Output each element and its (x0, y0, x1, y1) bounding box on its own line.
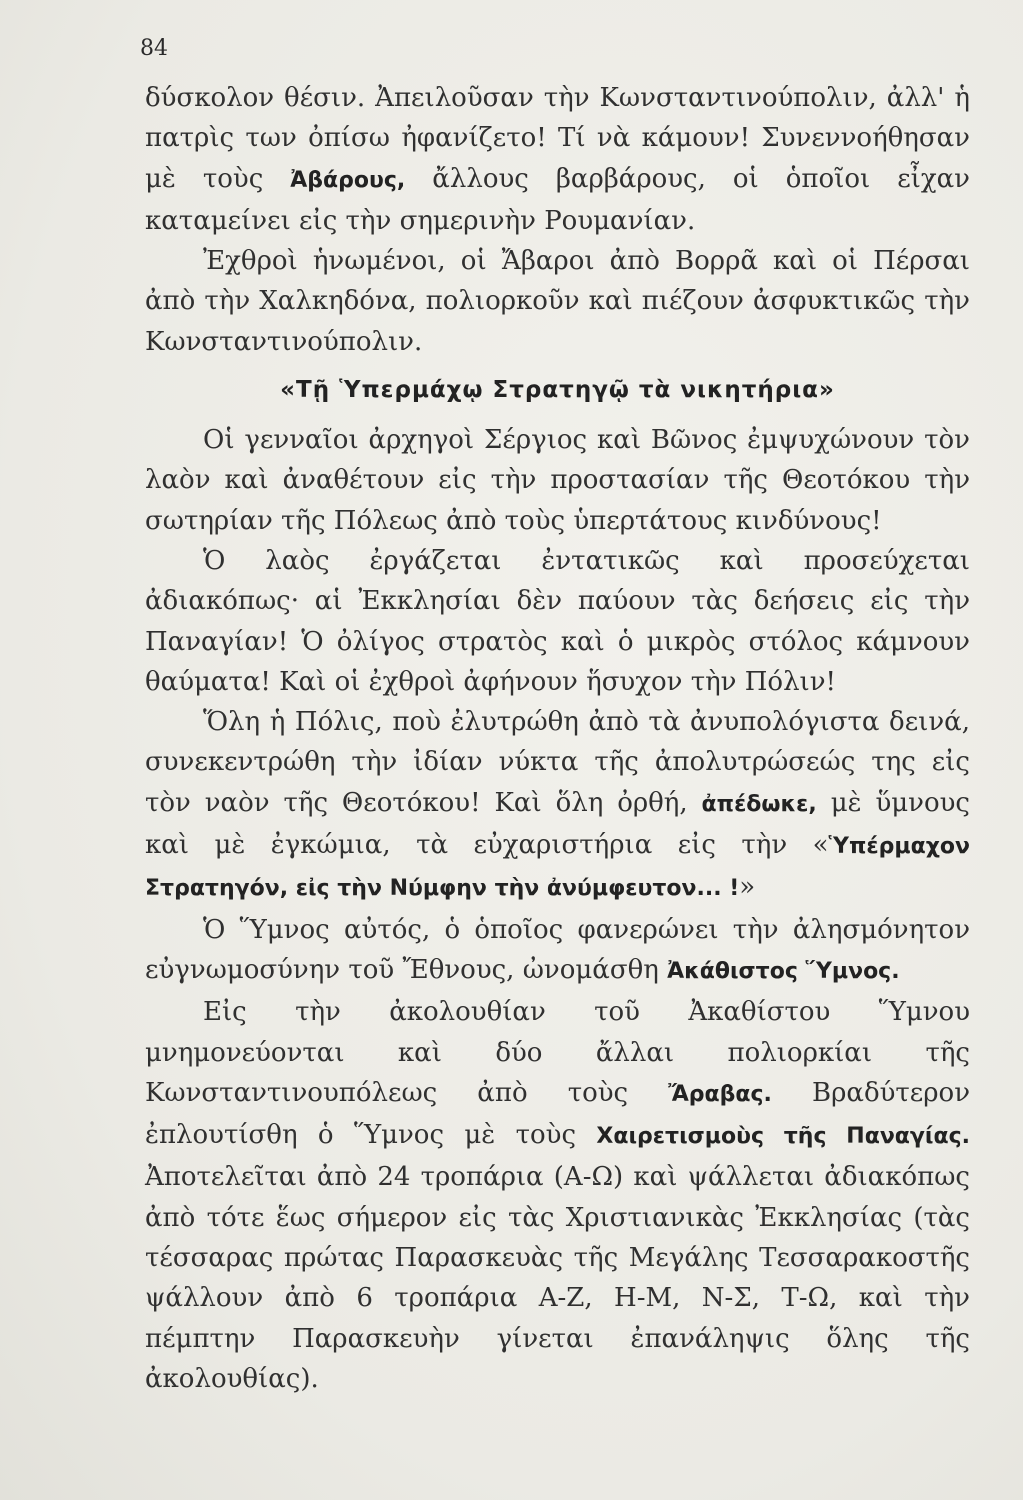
bold-term-apedoke: ἀπέδωκε, (701, 791, 817, 817)
bold-term-akathistos: Ἀκάθιστος Ὕμνος. (667, 958, 900, 984)
body-text (145, 78, 970, 1399)
text-run: ἄλλους βαρβάρους, οἱ ὁποῖοι εἶχαν καταμείνει εἰς τὴν σημερινὴν Ρουμανίαν. (145, 163, 970, 236)
text-run: μὲ ὕμνους καὶ μὲ ἐγκώμια, τὰ εὐχαριστήρια εἰς τὴν « (145, 787, 970, 861)
paragraph-3: Οἱ γενναῖοι ἀρχηγοὶ Σέργιος καὶ Βῶνος ἐμψυχώνουν τὸν λαὸν καὶ ἀναθέτουν εἰς τὴν προστασίαν τῆς Θεοτόκου τὴν σωτηρίαν τῆς Πόλεως ἀπὸ τοὺς ὑπερτάτους κινδύνους! (145, 425, 970, 536)
text-run: Εἰς τὴν ἀκολουθίαν τοῦ Ἀκαθίστου Ὕμνου μνημονεύονται καὶ δύο ἄλλαι πολιορκίαι τῆς Κωνσταντινουπόλεως ἀπὸ τοὺς (145, 997, 970, 1108)
section-heading: «Τῇ Ὑπερμάχῳ Στρατηγῷ τὰ νικητήρια» (280, 377, 835, 404)
text-run: Ἀποτελεῖται ἀπὸ 24 τροπάρια (Α-Ω) καὶ ψάλλεται ἀδιακόπως ἀπὸ τότε ἕως σήμερον εἰς τὰς Χριστιανικὰς Ἐκκλησίας (τὰς τέσσαρας πρώτας Παρασκευὰς τῆς Μεγάλης Τεσσαρακοστῆς ψάλλουν ἀπὸ 6 τροπάρια Α-Ζ, Η-Μ, Ν-Σ, Τ-Ω, καὶ τὴν πέμπτην Παρασκευὴν γίνεται ἐπανάληψις ὅλης τῆς ἀκολουθίας). (145, 1162, 970, 1394)
paragraph-5 (145, 702, 970, 909)
bold-quote-hypermachon: Ὑπέρμαχον Στρατηγόν, εἰς τὴν Νύμφην τὴν ἀνύμφευτον... ! (145, 834, 970, 902)
paragraph-6 (145, 910, 970, 993)
text-run: δύσκολον θέσιν. Ἀπειλοῦσαν τὴν Κωνσταντινούπολιν, ἀλλ' ἡ πατρὶς των ὀπίσω ἠφανίζετο! Τί νὰ κάμουν! Συνεννοήθησαν μὲ τοὺς (145, 83, 970, 194)
page-number: 84 (140, 36, 168, 61)
text-run: Ὅλη ἡ Πόλις, ποὺ ἐλυτρώθη ἀπὸ τὰ ἀνυπολόγιστα δεινά, συνεκεντρώθη τὴν ἰδίαν νύκτα τῆς ἀπολυτρώσεώς της εἰς τὸν ναὸν τῆς Θεοτόκου! Καὶ ὅλη ὀρθή, (145, 707, 970, 818)
bold-term-avars: Ἀβάρους, (290, 167, 406, 193)
paragraph-4: Ὁ λαὸς ἐργάζεται ἐντατικῶς καὶ προσεύχεται ἀδιακόπως· αἱ Ἐκκλησίαι δὲν παύουν τὰς δεήσεις εἰς τὴν Παναγίαν! Ὁ ὀλίγος στρατὸς καὶ ὁ μικρὸς στόλος κάμνουν θαύματα! Καὶ οἱ ἐχθροὶ ἀφήνουν ἥσυχον τὴν Πόλιν! (145, 545, 970, 697)
text-run: » (739, 872, 756, 903)
text-run: Ὁ Ὕμνος αὐτός, ὁ ὁποῖος φανερώνει τὴν ἀλησμόνητον εὐγνωμοσύνην τοῦ Ἔθνους, ὠνομάσθη (145, 914, 970, 985)
paragraph-1 (145, 78, 970, 241)
paragraph-2: Ἐχθροὶ ἡνωμένοι, οἱ Ἄβαροι ἀπὸ Βορρᾶ καὶ οἱ Πέρσαι ἀπὸ τὴν Χαλκηδόνα, πολιορκοῦν καὶ πιέζουν ἀσφυκτικῶς τὴν Κωνσταντινούπολιν. (145, 246, 970, 357)
paragraph-7 (145, 992, 970, 1399)
bold-term-chairetismoi: Χαιρετισμοὺς τῆς Παναγίας. (596, 1124, 970, 1150)
bold-term-arabs: Ἄραβας. (668, 1081, 772, 1107)
text-run: Βραδύτερον ἐπλουτίσθη ὁ Ὕμνος μὲ τοὺς (145, 1077, 971, 1151)
